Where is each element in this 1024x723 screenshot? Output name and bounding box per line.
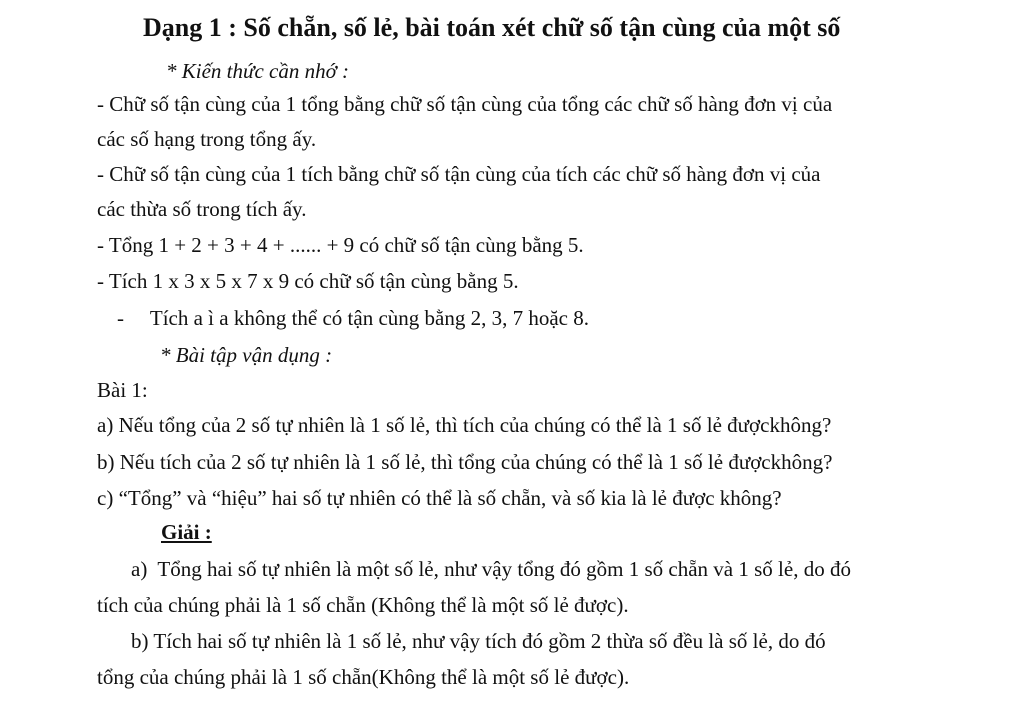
question-a: a) Nếu tổng của 2 số tự nhiên là 1 số lẻ, thì tích của chúng có thể là 1 số lẻ đượckhông? bbox=[97, 413, 832, 437]
exercise-label: Bài 1: bbox=[97, 378, 148, 402]
knowledge-line: - Chữ số tận cùng của 1 tổng bằng chữ số tận cùng của tổng các chữ số hàng đơn vị của bbox=[97, 92, 833, 116]
knowledge-line: - Tích 1 x 3 x 5 x 7 x 9 có chữ số tận cùng bằng 5. bbox=[97, 269, 519, 293]
solution-line: tổng của chúng phải là 1 số chẵn(Không thể là một số lẻ được). bbox=[97, 665, 630, 689]
solution-line: b) Tích hai số tự nhiên là 1 số lẻ, như vậy tích đó gồm 2 thừa số đều là số lẻ, do đó bbox=[131, 629, 826, 653]
knowledge-line: các thừa số trong tích ấy. bbox=[97, 197, 307, 221]
knowledge-heading: * Kiến thức cần nhớ : bbox=[166, 59, 350, 83]
question-b: b) Nếu tích của 2 số tự nhiên là 1 số lẻ, thì tổng của chúng có thể là 1 số lẻ đượckhông? bbox=[97, 450, 833, 474]
question-c: c) “Tổng” và “hiệu” hai số tự nhiên có thể là số chẵn, và số kia là lẻ được không? bbox=[97, 486, 782, 510]
solution-line: a) Tổng hai số tự nhiên là một số lẻ, như vậy tổng đó gồm 1 số chẵn và 1 số lẻ, do đó bbox=[131, 557, 851, 581]
solution-line: tích của chúng phải là 1 số chẵn (Không thể là một số lẻ được). bbox=[97, 593, 629, 617]
knowledge-line: - Tổng 1 + 2 + 3 + 4 + ...... + 9 có chữ số tận cùng bằng 5. bbox=[97, 233, 584, 257]
solution-heading: Giải : bbox=[161, 520, 212, 544]
knowledge-line: - Tích a ì a không thể có tận cùng bằng 2, 3, 7 hoặc 8. bbox=[117, 306, 589, 330]
exercise-heading: * Bài tập vận dụng : bbox=[160, 343, 333, 367]
knowledge-line: - Chữ số tận cùng của 1 tích bằng chữ số tận cùng của tích các chữ số hàng đơn vị của bbox=[97, 162, 821, 186]
knowledge-line: các số hạng trong tổng ấy. bbox=[97, 127, 317, 151]
page-title: Dạng 1 : Số chẵn, số lẻ, bài toán xét chữ số tận cùng của một số bbox=[143, 13, 841, 42]
